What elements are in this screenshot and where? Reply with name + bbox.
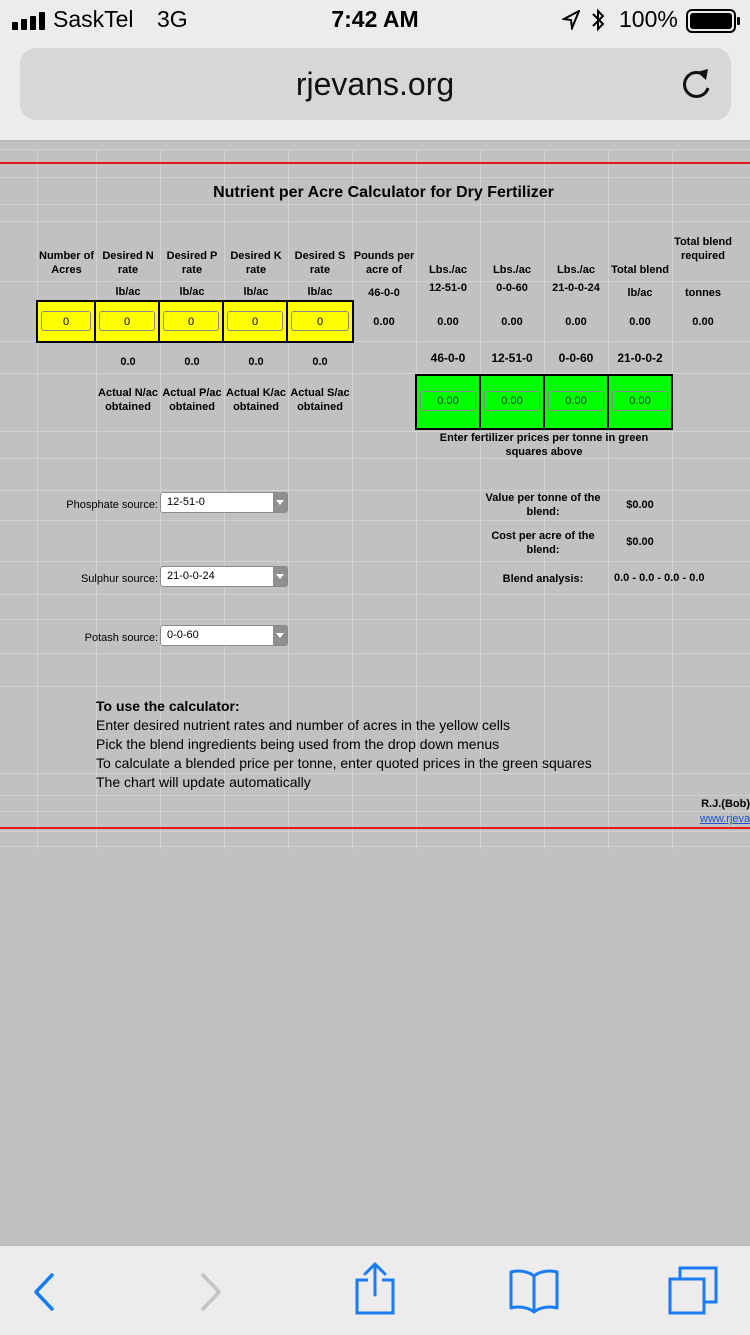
calculator-title: Nutrient per Acre Calculator for Dry Fertilizer: [213, 184, 554, 201]
unit-s: lb/ac: [307, 286, 333, 298]
unit-p: lb/ac: [179, 286, 205, 298]
battery-percent: 100%: [619, 6, 678, 32]
actual-s-label: Actual S/ac obtained: [290, 387, 350, 413]
p-rate-input[interactable]: 0: [163, 311, 219, 331]
bottom-border-line: [0, 827, 750, 829]
s-rate-cell: [286, 300, 354, 343]
n-rate-input[interactable]: 0: [99, 311, 155, 331]
cost-per-acre-label: Cost per acre of the blend:: [491, 530, 595, 556]
total-required-value: 0.00: [692, 316, 714, 328]
actual-k-value: 0.0: [248, 356, 264, 368]
location-icon: [562, 10, 580, 30]
n-rate-cell: [94, 300, 160, 343]
header-lbs-2: Lbs./ac: [493, 264, 531, 276]
reload-icon[interactable]: [679, 66, 715, 104]
header-pounds: Pounds per acre of: [353, 250, 415, 276]
potash-source-value: 0-0-60: [167, 629, 199, 641]
phosphate-source-label: Phosphate source:: [66, 499, 158, 511]
bookmarks-icon[interactable]: [508, 1268, 560, 1314]
actual-p-label: Actual P/ac obtained: [162, 387, 222, 413]
lbs1-value: 0.00: [437, 316, 459, 328]
forward-icon[interactable]: [199, 1272, 223, 1312]
author-link[interactable]: www.rjeva: [700, 813, 750, 825]
potash-source-select[interactable]: [160, 625, 288, 646]
sulphur-source-label: Sulphur source:: [80, 573, 158, 585]
top-border-line: [0, 162, 750, 164]
instructions-line-3: To calculate a blended price per tonne, enter quoted prices in the green squares: [96, 755, 592, 771]
header-lbs-3: Lbs./ac: [557, 264, 595, 276]
p-rate-cell: [158, 300, 224, 343]
price-cell-3: [543, 374, 609, 430]
instructions-line-4: The chart will update automatically: [96, 774, 311, 790]
unit-total-blend: lb/ac: [627, 287, 653, 299]
actual-k-label: Actual K/ac obtained: [226, 387, 286, 413]
phosphate-source-select[interactable]: [160, 492, 288, 513]
acres-cell: [36, 300, 96, 343]
price-cell-4: [607, 374, 673, 430]
total-blend-value: 0.00: [629, 316, 651, 328]
browser-toolbar: [0, 1245, 750, 1335]
unit-lbs2-product: 0-0-60: [496, 282, 528, 294]
blend-analysis-value: 0.0 - 0.0 - 0.0 - 0.0: [614, 572, 705, 584]
sulphur-source-value: 21-0-0-24: [167, 570, 215, 582]
spreadsheet: [0, 141, 750, 1245]
unit-total-required: tonnes: [684, 287, 722, 299]
price-product-1: 46-0-0: [430, 351, 466, 365]
cost-per-acre-amount: $0.00: [626, 536, 654, 548]
back-icon[interactable]: [32, 1272, 56, 1312]
k-rate-cell: [222, 300, 288, 343]
unit-lbs3-product: 21-0-0-24: [552, 282, 600, 294]
chevron-down-icon: [273, 493, 287, 512]
carrier-name: SaskTel: [53, 6, 134, 32]
s-rate-input[interactable]: 0: [291, 311, 349, 331]
price-product-2: 12-51-0: [491, 351, 533, 365]
acres-input[interactable]: 0: [41, 311, 91, 331]
phosphate-source-value: 12-51-0: [167, 496, 205, 508]
instructions-line-1: Enter desired nutrient rates and number of acres in the yellow cells: [96, 717, 510, 733]
actual-n-value: 0.0: [120, 356, 136, 368]
unit-n: lb/ac: [115, 286, 141, 298]
value-per-tonne-amount: $0.00: [626, 499, 654, 511]
price-note: Enter fertilizer prices per tonne in green squares above: [439, 432, 649, 458]
lbs2-value: 0.00: [501, 316, 523, 328]
price-product-4: 21-0-0-2: [617, 351, 663, 365]
header-s-rate: Desired S rate: [294, 250, 346, 276]
actual-n-label: Actual N/ac obtained: [98, 387, 158, 413]
tabs-icon[interactable]: [666, 1264, 720, 1316]
header-total-blend: Total blend: [611, 264, 669, 276]
price-input-1[interactable]: 0.00: [420, 391, 476, 411]
header-k-rate: Desired K rate: [230, 250, 282, 276]
battery-icon: [686, 9, 742, 33]
status-time: 7:42 AM: [331, 6, 419, 32]
price-input-4[interactable]: 0.00: [612, 391, 668, 411]
author-name: R.J.(Bob): [701, 798, 750, 810]
url-text: rjevans.org: [295, 66, 455, 102]
k-rate-input[interactable]: 0: [227, 311, 283, 331]
actual-s-value: 0.0: [312, 356, 328, 368]
instructions-title: To use the calculator:: [96, 698, 240, 714]
actual-p-value: 0.0: [184, 356, 200, 368]
header-lbs-1: Lbs./ac: [429, 264, 467, 276]
chevron-down-icon: [273, 567, 287, 586]
share-icon[interactable]: [354, 1262, 396, 1316]
price-product-3: 0-0-60: [558, 351, 594, 365]
value-per-tonne-label: Value per tonne of the blend:: [485, 492, 601, 518]
bluetooth-icon: [590, 8, 606, 32]
sulphur-source-select[interactable]: [160, 566, 288, 587]
price-input-3[interactable]: 0.00: [548, 391, 604, 411]
network-type: 3G: [157, 6, 188, 32]
lbs3-value: 0.00: [565, 316, 587, 328]
pounds-value: 0.00: [373, 316, 395, 328]
header-acres: Number of Acres: [39, 250, 94, 276]
price-input-2[interactable]: 0.00: [484, 391, 540, 411]
potash-source-label: Potash source:: [84, 632, 158, 644]
price-cell-2: [479, 374, 545, 430]
blend-analysis-label: Blend analysis:: [502, 573, 584, 585]
chevron-down-icon: [273, 626, 287, 645]
unit-pounds-product: 46-0-0: [368, 287, 400, 299]
status-bar: [0, 0, 750, 40]
header-total-required: Total blend required: [674, 236, 732, 262]
price-cell-1: [415, 374, 481, 430]
unit-k: lb/ac: [243, 286, 269, 298]
header-n-rate: Desired N rate: [102, 250, 154, 276]
unit-lbs1-product: 12-51-0: [429, 282, 467, 294]
instructions-line-2: Pick the blend ingredients being used from the drop down menus: [96, 736, 500, 752]
header-p-rate: Desired P rate: [166, 250, 218, 276]
